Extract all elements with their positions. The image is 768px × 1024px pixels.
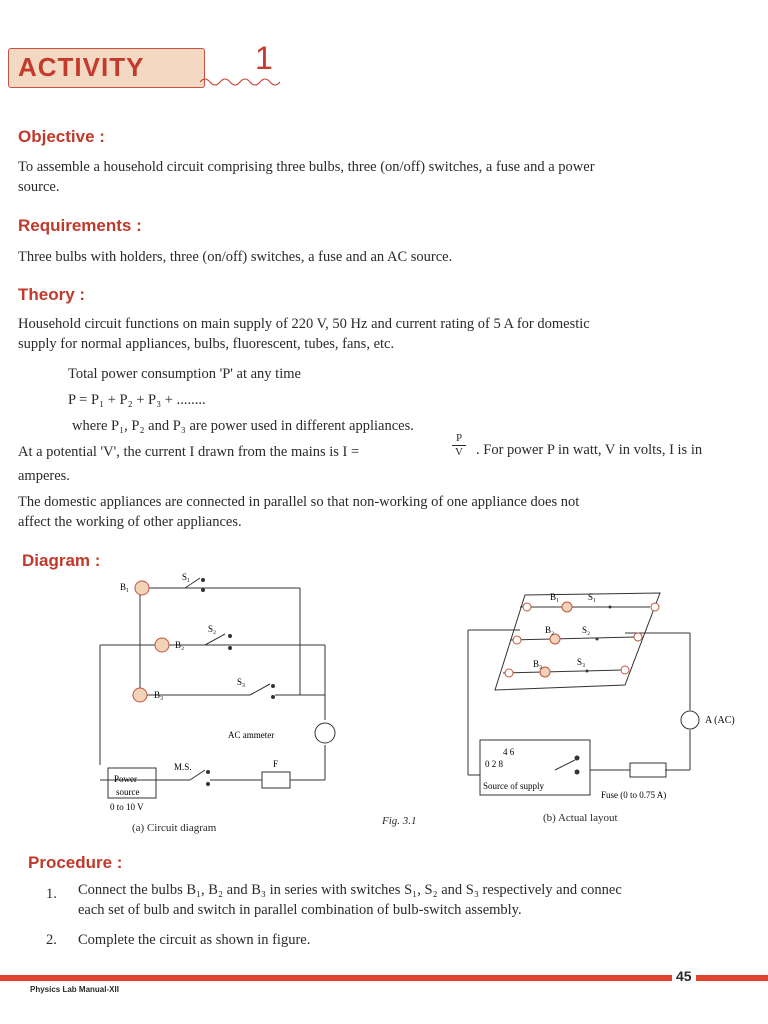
- procedure-heading: Procedure :: [28, 853, 123, 872]
- procedure-1-line2: each set of bulb and switch in parallel combination of bulb-switch assembly.: [78, 902, 522, 918]
- label-b-s1: S₁: [588, 592, 597, 602]
- requirements-text: Three bulbs with holders, three (on/off) switches, a fuse and an AC source.: [18, 249, 453, 265]
- label-a-s1: S₁: [182, 572, 191, 582]
- procedure-1-line1: Connect the bulbs B₁, B₂ and B₃ in series with switches S₁, S₂ and S₃ respectively and connec: [78, 882, 622, 898]
- objective-text-line1: To assemble a household circuit comprising three bulbs, three (on/off) switches, a fuse and a power: [18, 159, 595, 175]
- theory-line5b: . For power P in watt, V in volts, I is in: [476, 442, 703, 458]
- theory-formula: P = P₁ + P₂ + P₃ + ........: [68, 392, 206, 408]
- label-a-b3: B₃: [154, 690, 164, 700]
- fraction-numerator: P: [452, 432, 466, 446]
- diagram-heading: Diagram :: [22, 551, 101, 570]
- objective-heading: Objective :: [18, 127, 105, 146]
- theory-fraction: [452, 432, 466, 459]
- layout-diagram: [465, 585, 755, 810]
- page-number: 45: [672, 968, 696, 984]
- objective-text-line2: source.: [18, 179, 60, 195]
- theory-line1: Household circuit functions on main supply of 220 V, 50 Hz and current rating of 5 A for domestic: [18, 316, 590, 332]
- label-b-dial: 4 6: [503, 747, 515, 757]
- label-b-dial2: 0 2 8: [485, 759, 503, 769]
- label-a-b1: B₁: [120, 582, 130, 592]
- label-a-ammeter: AC ammeter: [228, 730, 275, 740]
- fig-label: Fig. 3.1: [382, 815, 417, 827]
- theory-line2: supply for normal appliances, bulbs, fluorescent, tubes, fans, etc.: [18, 336, 395, 352]
- label-b-s2: S₂: [582, 625, 591, 635]
- label-a-power1: Power: [114, 774, 137, 784]
- label-a-s3: S₃: [237, 677, 246, 687]
- label-a-range: 0 to 10 V: [110, 802, 144, 810]
- activity-label: ACTIVITY: [18, 52, 145, 82]
- requirements-heading: Requirements :: [18, 216, 142, 235]
- label-a-b2: B₂: [175, 640, 185, 650]
- procedure-2-line1: Complete the circuit as shown in figure.: [78, 932, 311, 948]
- fraction-denominator: V: [455, 446, 463, 458]
- label-b-fuse: Fuse (0 to 0.75 A): [601, 790, 667, 800]
- label-a-s2: S₂: [208, 624, 217, 634]
- label-b-s3: S₃: [577, 657, 586, 667]
- procedure-1-num: 1.: [46, 886, 57, 902]
- caption-b: (b) Actual layout: [543, 812, 618, 824]
- theory-line7: The domestic appliances are connected in parallel so that non-working of one appliance does not: [18, 494, 580, 510]
- theory-line4: where P₁, P₂ and P₃ are power used in different appliances.: [72, 418, 414, 434]
- footer-bar: [0, 975, 768, 981]
- squiggle-decoration: [200, 70, 290, 90]
- theory-line5a: At a potential 'V', the current I drawn from the mains is I =: [18, 444, 360, 460]
- label-b-b1: B₁: [550, 592, 560, 602]
- label-a-fuse: F: [273, 759, 279, 769]
- circuit-diagram: [90, 570, 350, 810]
- activity-number: 1: [255, 40, 273, 76]
- label-a-power2: source: [116, 787, 140, 797]
- procedure-2-num: 2.: [46, 932, 57, 948]
- label-b-source: Source of supply: [483, 781, 544, 791]
- theory-heading: Theory :: [18, 285, 86, 304]
- label-a-ms: M.S.: [174, 762, 192, 772]
- label-b-b3: B₃: [533, 659, 543, 669]
- theory-line3: Total power consumption 'P' at any time: [68, 366, 301, 382]
- caption-a: (a) Circuit diagram: [132, 822, 217, 834]
- footer-label: Physics Lab Manual-XII: [30, 985, 119, 994]
- theory-line6: amperes.: [18, 468, 70, 484]
- label-b-ammeter: A (AC): [705, 715, 735, 726]
- theory-line8: affect the working of other appliances.: [18, 514, 242, 530]
- label-b-b2: B₂: [545, 625, 555, 635]
